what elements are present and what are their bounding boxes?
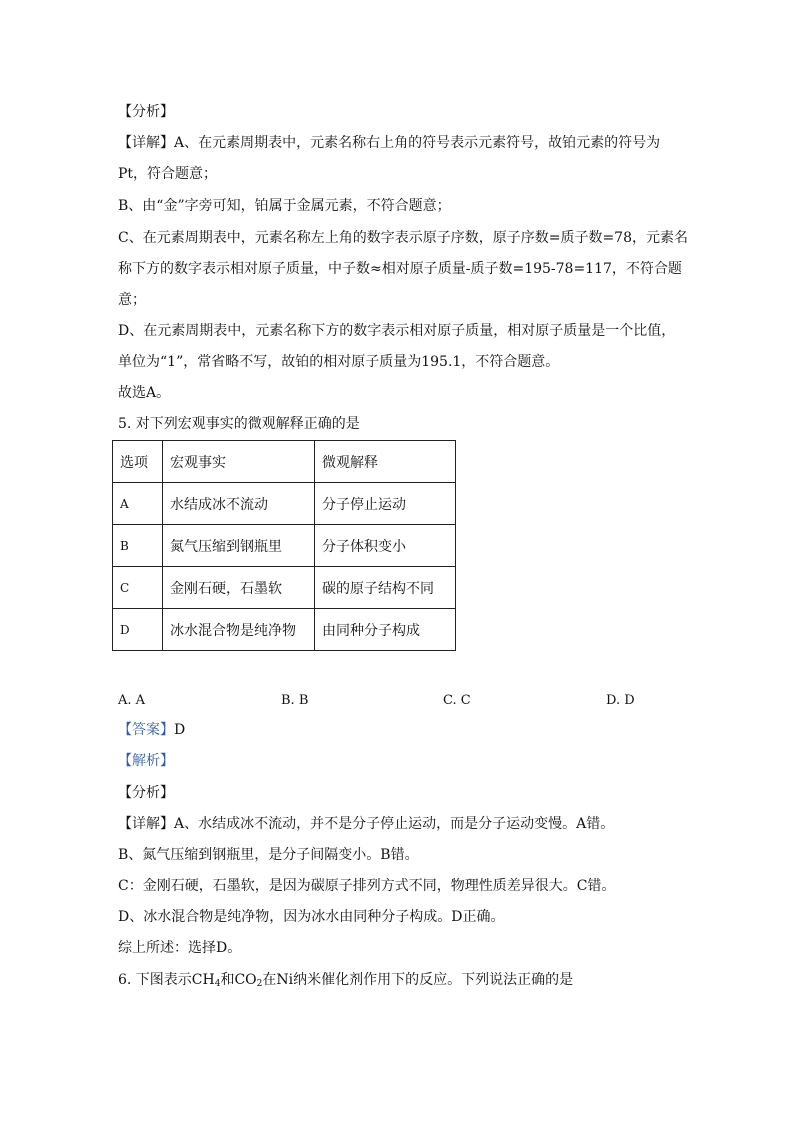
- detail2-line-3: C：金刚石硬，石墨软，是因为碳原子排列方式不同，物理性质差异很大。C错。: [118, 878, 616, 894]
- question-table: [112, 440, 456, 651]
- detail-line-7: D、在元素周期表中，元素名称下方的数字表示相对原子质量，相对原子质量是一个比值，: [118, 323, 676, 339]
- analysis-heading: 【分析】: [118, 104, 174, 120]
- table-row: [113, 609, 456, 651]
- option-c: C. C: [443, 693, 471, 708]
- detail-line-1: 【详解】A、在元素周期表中，元素名称右上角的符号表示元素符号，故铂元素的符号为: [118, 135, 661, 151]
- table-cell: 分子体积变小: [315, 525, 456, 567]
- table-cell: 分子停止运动: [315, 483, 456, 525]
- table-header-row: [113, 441, 456, 483]
- detail-line-4: C、在元素周期表中，元素名称左上角的数字表示原子序数，原子序数=质子数=78，元素名: [118, 230, 688, 246]
- detail2-text-1: A、水结成冰不流动，并不是分子停止运动，而是分子运动变慢。A错。: [174, 816, 615, 832]
- detail2-line-1: [118, 814, 614, 834]
- conclusion-1: 故选A。: [118, 385, 171, 401]
- jiexi-heading: 【解析】: [118, 753, 174, 769]
- answer-label: 【答案】: [118, 722, 174, 738]
- analysis-heading-2: 【分析】: [118, 785, 174, 801]
- table-cell: A: [113, 483, 163, 525]
- detail-label-2: 【详解】: [118, 816, 174, 832]
- question-6-sub2: 2: [256, 979, 263, 989]
- table-cell: 氮气压缩到钢瓶里: [163, 525, 315, 567]
- answer-line: [118, 720, 185, 740]
- question-6: [118, 970, 573, 994]
- table-header-cell: 微观解释: [315, 441, 456, 483]
- table-row: [113, 567, 456, 609]
- option-b: B. B: [281, 693, 309, 708]
- table-cell: 由同种分子构成: [315, 609, 456, 651]
- table-header-cell: 选项: [113, 441, 163, 483]
- detail-line-8: 单位为“1”，常省略不写，故铂的相对原子质量为195.1，不符合题意。: [118, 354, 560, 370]
- table-header-cell: 宏观事实: [163, 441, 315, 483]
- table-cell: B: [113, 525, 163, 567]
- table-row: [113, 483, 456, 525]
- question-6-part2: 和CO: [220, 972, 257, 988]
- detail2-line-4: D、冰水混合物是纯净物，因为冰水由同种分子构成。D正确。: [118, 909, 505, 925]
- table-cell: 水结成冰不流动: [163, 483, 315, 525]
- table-cell: C: [113, 567, 163, 609]
- table-cell: 冰水混合物是纯净物: [163, 609, 315, 651]
- detail-line-3: B、由“金”字旁可知，铂属于金属元素，不符合题意；: [118, 198, 451, 214]
- question-6-part1: 6. 下图表示CH: [118, 972, 215, 988]
- option-a: A. A: [118, 693, 146, 708]
- detail-line-6: 意；: [118, 292, 146, 308]
- answer-value: D: [174, 722, 186, 738]
- table-row: [113, 525, 456, 567]
- question-5: 5. 对下列宏观事实的微观解释正确的是: [118, 416, 360, 432]
- table-cell: 碳的原子结构不同: [315, 567, 456, 609]
- detail-line-2: Pt，符合题意；: [118, 166, 218, 182]
- detail-line-5: 称下方的数字表示相对原子质量，中子数≈相对原子质量-质子数=195-78=117，不符合题: [118, 261, 682, 277]
- table-cell: D: [113, 609, 163, 651]
- detail2-line-2: B、氮气压缩到钢瓶里，是分子间隔变小。B错。: [118, 847, 419, 863]
- option-d: D. D: [606, 693, 635, 708]
- question-6-sub1: 4: [214, 979, 221, 989]
- conclusion-2: 综上所述：选择D。: [118, 940, 242, 956]
- table-cell: 金刚石硬，石墨软: [163, 567, 315, 609]
- question-6-part3: 在Ni纳米催化剂作用下的反应。下列说法正确的是: [262, 972, 574, 988]
